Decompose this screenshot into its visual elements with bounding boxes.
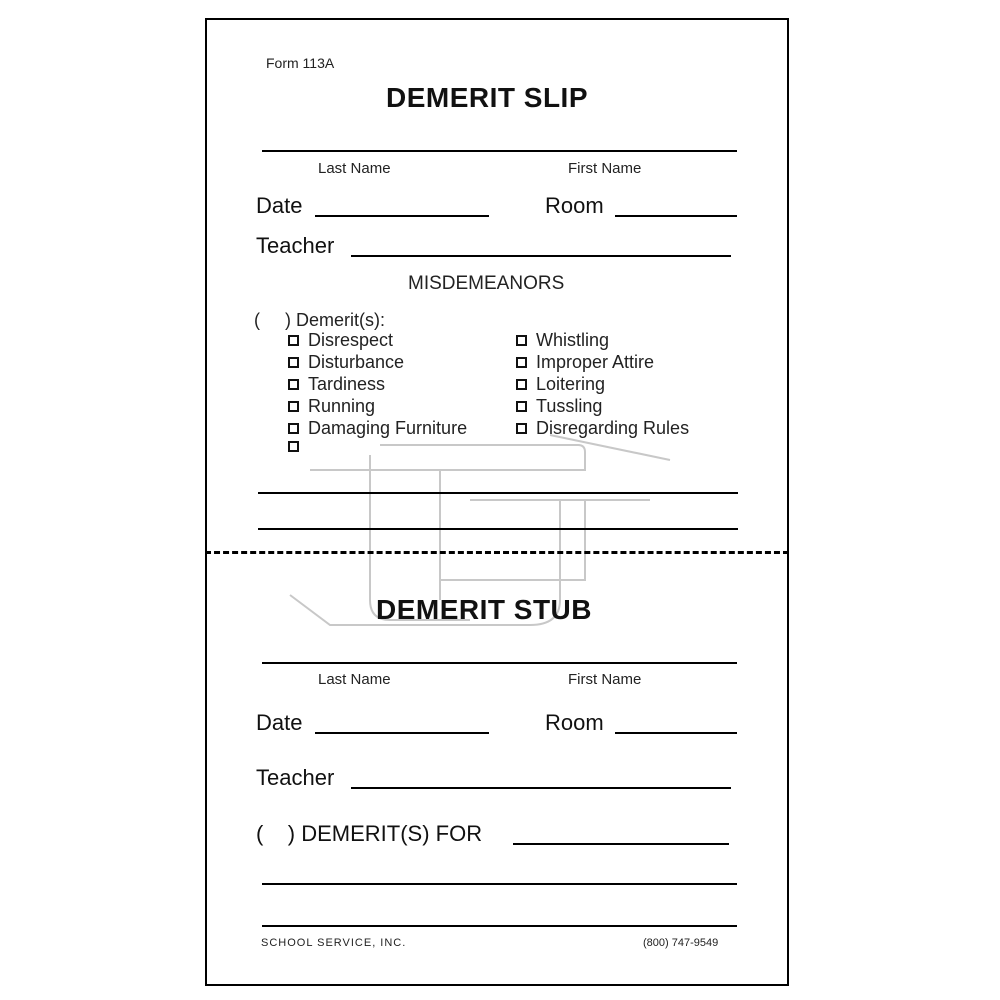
misdemeanor-right-item[interactable] [516, 331, 609, 349]
checkbox[interactable] [288, 357, 299, 368]
misdemeanor-right-item[interactable] [516, 419, 689, 437]
checkbox[interactable] [516, 379, 527, 390]
demerits-count-label: ( ) Demerit(s): [254, 310, 385, 330]
slip-room-label: Room [545, 193, 604, 218]
checkbox[interactable] [288, 335, 299, 346]
checkbox[interactable] [516, 423, 527, 434]
checkbox[interactable] [288, 423, 299, 434]
slip-name-line[interactable] [262, 150, 737, 152]
slip-title: DEMERIT SLIP [386, 82, 589, 113]
misdemeanor-left-item[interactable] [288, 353, 404, 371]
stub-teacher-line[interactable] [351, 787, 731, 789]
stub-title: DEMERIT STUB [376, 594, 592, 625]
misdemeanor-left-item[interactable] [288, 397, 375, 415]
footer-phone: (800) 747-9549 [643, 937, 719, 949]
misdemeanor-left-item[interactable] [288, 375, 385, 393]
slip-room-line[interactable] [615, 215, 737, 217]
misdemeanor-right-item-label: Disregarding Rules [536, 418, 690, 438]
slip-teacher-label: Teacher [256, 233, 335, 258]
misdemeanor-left-item-label: Tardiness [308, 374, 386, 394]
slip-teacher-line[interactable] [351, 255, 731, 257]
checkbox[interactable] [516, 357, 527, 368]
checkbox[interactable] [288, 441, 299, 452]
checkbox[interactable] [288, 379, 299, 390]
checkbox[interactable] [288, 401, 299, 412]
stub-room-label: Room [545, 710, 604, 735]
misdemeanor-right-item-label: Loitering [536, 374, 606, 394]
misdemeanor-right-item[interactable] [516, 353, 654, 371]
stub-name-line[interactable] [262, 662, 737, 664]
misdemeanor-right-item-label: Whistling [536, 330, 610, 350]
misdemeanor-left-item[interactable] [288, 331, 393, 349]
form-number: Form 113A [266, 55, 335, 71]
stub-date-line[interactable] [315, 732, 489, 734]
slip-date-line[interactable] [315, 215, 489, 217]
stub-demerits-for-line[interactable] [513, 843, 729, 845]
stub-date-label: Date [256, 710, 303, 735]
slip-notes-line-2[interactable] [258, 528, 738, 530]
stub-teacher-label: Teacher [256, 765, 335, 790]
slip-last-name-label: Last Name [318, 160, 391, 177]
slip-date-label: Date [256, 193, 303, 218]
misdemeanor-left-item-label: Running [308, 396, 376, 416]
misdemeanors-heading: MISDEMEANORS [408, 273, 565, 294]
tear-line [205, 551, 789, 554]
footer-company: SCHOOL SERVICE, INC. [261, 937, 407, 949]
stub-room-line[interactable] [615, 732, 737, 734]
stub-demerits-for-label: ( ) DEMERIT(S) FOR [256, 821, 483, 846]
stub-first-name-label: First Name [568, 671, 642, 688]
slip-notes-line-1[interactable] [258, 492, 738, 494]
checkbox[interactable] [516, 335, 527, 346]
checkbox[interactable] [516, 401, 527, 412]
misdemeanor-left-item-label: Disrespect [308, 330, 394, 350]
misdemeanor-right-item[interactable] [516, 375, 605, 393]
slip-first-name-label: First Name [568, 160, 642, 177]
misdemeanor-left-item[interactable] [288, 419, 467, 437]
misdemeanor-right-item-label: Improper Attire [536, 352, 655, 372]
misdemeanor-right-item-label: Tussling [536, 396, 603, 416]
stub-notes-line-2[interactable] [262, 925, 737, 927]
stub-last-name-label: Last Name [318, 671, 391, 688]
misdemeanor-right-item[interactable] [516, 397, 602, 415]
misdemeanor-left-item-label: Damaging Furniture [308, 418, 468, 438]
misdemeanor-left-item[interactable] [288, 441, 308, 452]
misdemeanor-left-item-label: Disturbance [308, 352, 405, 372]
stub-notes-line-1[interactable] [262, 883, 737, 885]
